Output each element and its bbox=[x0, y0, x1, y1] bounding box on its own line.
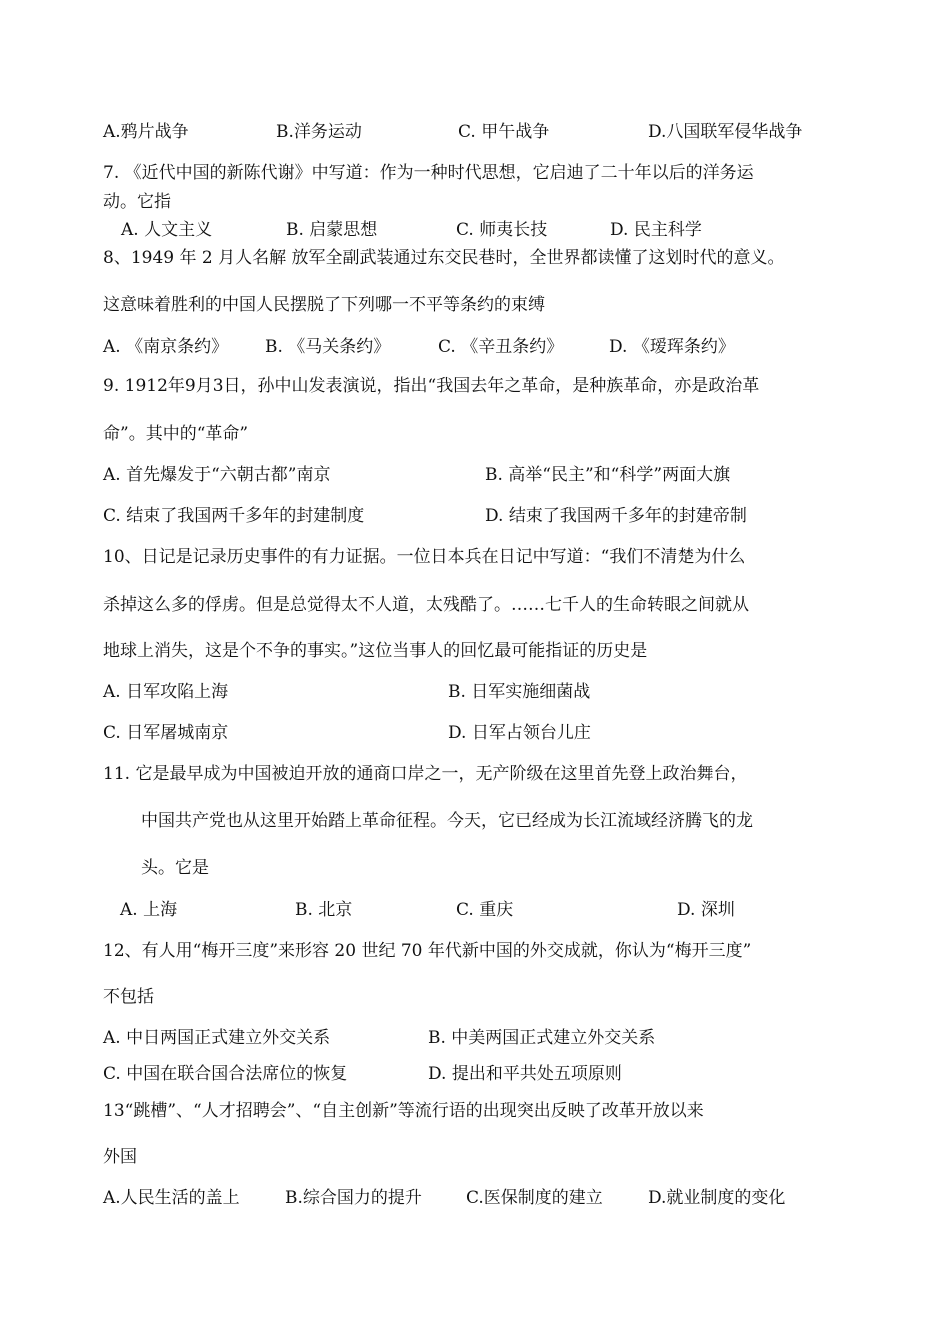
q9-option-a: A. 首先爆发于“六朝古都”南京 bbox=[103, 465, 331, 485]
q13-option-c: C.医保制度的建立 bbox=[466, 1188, 603, 1208]
q12-option-c: C. 中国在联合国合法席位的恢复 bbox=[103, 1064, 348, 1084]
q9-option-c: C. 结束了我国两千多年的封建制度 bbox=[103, 506, 365, 526]
q10-stem-line1: 10、日记是记录历史事件的有力证据。一位日本兵在日记中写道：“我们不清楚为什么 bbox=[103, 547, 746, 567]
q12-option-b: B. 中美两国正式建立外交关系 bbox=[428, 1028, 656, 1048]
q13-option-b: B.综合国力的提升 bbox=[285, 1188, 422, 1208]
q7-stem-line1: 7. 《近代中国的新陈代谢》中写道：作为一种时代思想，它启迪了二十年以后的洋务运 bbox=[103, 163, 754, 183]
q11-option-c: C. 重庆 bbox=[456, 900, 514, 920]
q6-option-a: A.鸦片战争 bbox=[103, 122, 189, 142]
q12-option-d: D. 提出和平共处五项原则 bbox=[428, 1064, 622, 1084]
q10-option-d: D. 日军占领台儿庄 bbox=[448, 723, 591, 743]
q9-option-b: B. 高举“民主”和“科学”两面大旗 bbox=[485, 465, 731, 485]
q11-option-b: B. 北京 bbox=[295, 900, 353, 920]
q7-option-b: B. 启蒙思想 bbox=[286, 220, 378, 240]
q12-stem-line1: 12、有人用“梅开三度”来形容 20 世纪 70 年代新中国的外交成就，你认为“梅开三度” bbox=[103, 941, 752, 961]
q7-stem-line2: 动。它指 bbox=[103, 192, 171, 212]
q12-stem-line2: 不包括 bbox=[103, 987, 154, 1007]
q6-option-d: D.八国联军侵华战争 bbox=[648, 122, 803, 142]
q10-option-c: C. 日军屠城南京 bbox=[103, 723, 229, 743]
q9-stem-line1: 9. 1912年9月3日，孙中山发表演说，指出“我国去年之革命，是种族革命，亦是政治革 bbox=[103, 376, 760, 396]
q9-stem-line2: 命”。其中的“革命” bbox=[103, 424, 249, 444]
q10-option-b: B. 日军实施细菌战 bbox=[448, 682, 591, 702]
q8-stem-line2: 这意味着胜利的中国人民摆脱了下列哪一不平等条约的束缚 bbox=[103, 295, 545, 315]
q13-stem-line2: 外国 bbox=[103, 1147, 137, 1167]
q11-option-a: A. 上海 bbox=[120, 900, 178, 920]
q11-stem-line1: 11. 它是最早成为中国被迫开放的通商口岸之一，无产阶级在这里首先登上政治舞台， bbox=[103, 764, 748, 784]
q11-stem-line3: 头。它是 bbox=[141, 858, 209, 878]
q10-option-a: A. 日军攻陷上海 bbox=[103, 682, 229, 702]
q8-option-c: C. 《辛丑条约》 bbox=[438, 337, 564, 357]
q7-option-c: C. 师夷长技 bbox=[456, 220, 548, 240]
q7-option-a: A. 人文主义 bbox=[121, 220, 213, 240]
q11-option-d: D. 深圳 bbox=[677, 900, 735, 920]
q8-option-b: B. 《马关条约》 bbox=[265, 337, 391, 357]
q12-option-a: A. 中日两国正式建立外交关系 bbox=[103, 1028, 331, 1048]
q6-option-c: C. 甲午战争 bbox=[458, 122, 550, 142]
q10-stem-line3: 地球上消失，这是个不争的事实。”这位当事人的回忆最可能指证的历史是 bbox=[103, 641, 648, 661]
q9-option-d: D. 结束了我国两千多年的封建帝制 bbox=[485, 506, 747, 526]
q13-option-a: A.人民生活的盖上 bbox=[103, 1188, 240, 1208]
q13-stem-line1: 13“跳槽”、“人才招聘会”、“自主创新”等流行语的出现突出反映了改革开放以来 bbox=[103, 1101, 704, 1121]
q8-option-d: D. 《瑷珲条约》 bbox=[609, 337, 735, 357]
q13-option-d: D.就业制度的变化 bbox=[648, 1188, 786, 1208]
q8-option-a: A. 《南京条约》 bbox=[103, 337, 229, 357]
q7-option-d: D. 民主科学 bbox=[610, 220, 702, 240]
q8-stem-line1: 8、1949 年 2 月人名解 放军全副武装通过东交民巷时，全世界都读懂了这划时代的意义。 bbox=[103, 248, 785, 268]
q10-stem-line2: 杀掉这么多的俘虏。但是总觉得太不人道，太残酷了。……七千人的生命转眼之间就从 bbox=[103, 595, 749, 615]
q6-option-b: B.洋务运动 bbox=[276, 122, 362, 142]
q11-stem-line2: 中国共产党也从这里开始踏上革命征程。今天，它已经成为长江流域经济腾飞的龙 bbox=[141, 811, 753, 831]
